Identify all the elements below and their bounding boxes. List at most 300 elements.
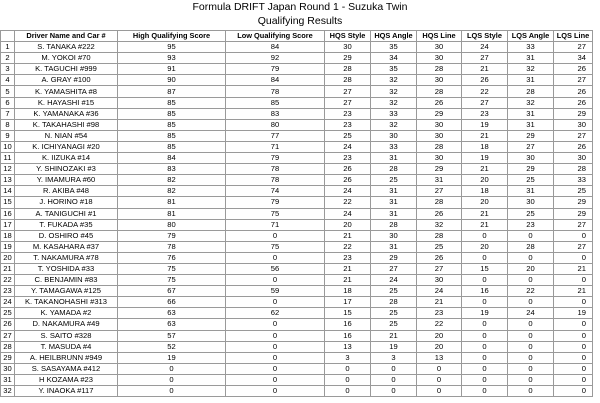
table-row bbox=[1, 108, 593, 119]
table-row bbox=[1, 230, 593, 241]
position-cell: 16 bbox=[1, 208, 15, 219]
lqs-angle-cell: 0 bbox=[508, 230, 554, 241]
low-qualifying-score-cell: 77 bbox=[226, 130, 325, 141]
lqs-line-cell: 0 bbox=[554, 363, 593, 374]
lqs-style-cell: 0 bbox=[462, 374, 508, 385]
low-qualifying-score-cell: 0 bbox=[226, 297, 325, 308]
table-row bbox=[1, 175, 593, 186]
high-qualifying-score-cell: 84 bbox=[118, 153, 226, 164]
table-row bbox=[1, 53, 593, 64]
lqs-angle-cell: 0 bbox=[508, 352, 554, 363]
hqs-line-cell: 30 bbox=[417, 275, 462, 286]
position-cell: 27 bbox=[1, 330, 15, 341]
table-row bbox=[1, 42, 593, 53]
hqs-angle-cell: 27 bbox=[371, 263, 417, 274]
position-cell: 25 bbox=[1, 308, 15, 319]
low-qualifying-score-cell: 71 bbox=[226, 219, 325, 230]
hqs-line-cell: 26 bbox=[417, 208, 462, 219]
table-row bbox=[1, 352, 593, 363]
table-row bbox=[1, 297, 593, 308]
hqs-angle-cell: 0 bbox=[371, 363, 417, 374]
lqs-line-cell: 0 bbox=[554, 275, 593, 286]
lqs-line-cell: 27 bbox=[554, 75, 593, 86]
table-row bbox=[1, 252, 593, 263]
driver-cell: K. YAMASHITA #8 bbox=[15, 86, 118, 97]
table-row bbox=[1, 75, 593, 86]
column-header-hqs-angle: HQS Angle bbox=[371, 31, 417, 42]
lqs-line-cell: 29 bbox=[554, 108, 593, 119]
table-row bbox=[1, 186, 593, 197]
lqs-line-cell: 0 bbox=[554, 386, 593, 397]
table-row bbox=[1, 197, 593, 208]
high-qualifying-score-cell: 93 bbox=[118, 53, 226, 64]
hqs-angle-cell: 35 bbox=[371, 64, 417, 75]
low-qualifying-score-cell: 0 bbox=[226, 386, 325, 397]
driver-cell: K. YAMADA #2 bbox=[15, 308, 118, 319]
lqs-angle-cell: 22 bbox=[508, 286, 554, 297]
lqs-angle-cell: 0 bbox=[508, 319, 554, 330]
position-cell: 9 bbox=[1, 130, 15, 141]
hqs-style-cell: 30 bbox=[325, 42, 371, 53]
position-cell: 15 bbox=[1, 197, 15, 208]
low-qualifying-score-cell: 0 bbox=[226, 275, 325, 286]
hqs-line-cell: 20 bbox=[417, 330, 462, 341]
driver-cell: A. GRAY #100 bbox=[15, 75, 118, 86]
lqs-line-cell: 27 bbox=[554, 42, 593, 53]
lqs-angle-cell: 25 bbox=[508, 208, 554, 219]
hqs-style-cell: 17 bbox=[325, 297, 371, 308]
lqs-style-cell: 0 bbox=[462, 275, 508, 286]
lqs-style-cell: 0 bbox=[462, 230, 508, 241]
lqs-style-cell: 0 bbox=[462, 319, 508, 330]
hqs-style-cell: 0 bbox=[325, 363, 371, 374]
high-qualifying-score-cell: 83 bbox=[118, 164, 226, 175]
driver-cell: K. TAKANOHASHI #313 bbox=[15, 297, 118, 308]
low-qualifying-score-cell: 75 bbox=[226, 208, 325, 219]
high-qualifying-score-cell: 0 bbox=[118, 386, 226, 397]
table-row bbox=[1, 208, 593, 219]
hqs-style-cell: 16 bbox=[325, 330, 371, 341]
lqs-line-cell: 30 bbox=[554, 119, 593, 130]
low-qualifying-score-cell: 0 bbox=[226, 230, 325, 241]
driver-cell: T. YOSHIDA #33 bbox=[15, 263, 118, 274]
high-qualifying-score-cell: 57 bbox=[118, 330, 226, 341]
lqs-style-cell: 0 bbox=[462, 330, 508, 341]
hqs-line-cell: 22 bbox=[417, 319, 462, 330]
driver-cell: S. TANAKA #222 bbox=[15, 42, 118, 53]
position-cell: 12 bbox=[1, 164, 15, 175]
table-row bbox=[1, 319, 593, 330]
high-qualifying-score-cell: 80 bbox=[118, 219, 226, 230]
high-qualifying-score-cell: 79 bbox=[118, 230, 226, 241]
lqs-angle-cell: 0 bbox=[508, 341, 554, 352]
table-row bbox=[1, 119, 593, 130]
lqs-angle-cell: 28 bbox=[508, 86, 554, 97]
lqs-angle-cell: 0 bbox=[508, 275, 554, 286]
hqs-style-cell: 24 bbox=[325, 208, 371, 219]
lqs-style-cell: 18 bbox=[462, 186, 508, 197]
lqs-line-cell: 28 bbox=[554, 164, 593, 175]
hqs-style-cell: 23 bbox=[325, 252, 371, 263]
driver-cell: Y. TAMAGAWA #125 bbox=[15, 286, 118, 297]
lqs-angle-cell: 31 bbox=[508, 119, 554, 130]
hqs-style-cell: 21 bbox=[325, 263, 371, 274]
hqs-line-cell: 31 bbox=[417, 175, 462, 186]
hqs-line-cell: 24 bbox=[417, 286, 462, 297]
lqs-style-cell: 24 bbox=[462, 42, 508, 53]
hqs-angle-cell: 31 bbox=[371, 197, 417, 208]
lqs-line-cell: 0 bbox=[554, 374, 593, 385]
lqs-line-cell: 0 bbox=[554, 330, 593, 341]
hqs-line-cell: 0 bbox=[417, 363, 462, 374]
column-header-hqs-style: HQS Style bbox=[325, 31, 371, 42]
driver-cell: K. YAMANAKA #36 bbox=[15, 108, 118, 119]
lqs-style-cell: 19 bbox=[462, 308, 508, 319]
hqs-line-cell: 27 bbox=[417, 186, 462, 197]
driver-cell: J. HORINO #18 bbox=[15, 197, 118, 208]
lqs-angle-cell: 31 bbox=[508, 75, 554, 86]
lqs-style-cell: 21 bbox=[462, 208, 508, 219]
hqs-style-cell: 27 bbox=[325, 97, 371, 108]
hqs-angle-cell: 19 bbox=[371, 341, 417, 352]
hqs-line-cell: 26 bbox=[417, 97, 462, 108]
lqs-angle-cell: 32 bbox=[508, 64, 554, 75]
position-cell: 20 bbox=[1, 252, 15, 263]
hqs-angle-cell: 29 bbox=[371, 252, 417, 263]
driver-cell: M. KASAHARA #37 bbox=[15, 241, 118, 252]
column-header-driver: Driver Name and Car # bbox=[15, 31, 118, 42]
hqs-line-cell: 21 bbox=[417, 297, 462, 308]
hqs-angle-cell: 3 bbox=[371, 352, 417, 363]
lqs-line-cell: 0 bbox=[554, 352, 593, 363]
high-qualifying-score-cell: 81 bbox=[118, 208, 226, 219]
hqs-line-cell: 23 bbox=[417, 308, 462, 319]
hqs-angle-cell: 24 bbox=[371, 275, 417, 286]
hqs-line-cell: 30 bbox=[417, 53, 462, 64]
lqs-angle-cell: 32 bbox=[508, 97, 554, 108]
hqs-style-cell: 0 bbox=[325, 386, 371, 397]
driver-cell: T. NAKAMURA #78 bbox=[15, 252, 118, 263]
lqs-angle-cell: 0 bbox=[508, 252, 554, 263]
hqs-style-cell: 26 bbox=[325, 164, 371, 175]
hqs-style-cell: 23 bbox=[325, 108, 371, 119]
table-row bbox=[1, 241, 593, 252]
lqs-line-cell: 19 bbox=[554, 308, 593, 319]
low-qualifying-score-cell: 78 bbox=[226, 86, 325, 97]
hqs-style-cell: 28 bbox=[325, 64, 371, 75]
hqs-angle-cell: 30 bbox=[371, 130, 417, 141]
driver-cell: K. TAKAHASHI #98 bbox=[15, 119, 118, 130]
results-body bbox=[1, 42, 593, 397]
driver-cell: T. MASUDA #4 bbox=[15, 341, 118, 352]
lqs-angle-cell: 31 bbox=[508, 108, 554, 119]
lqs-angle-cell: 30 bbox=[508, 153, 554, 164]
table-row bbox=[1, 286, 593, 297]
driver-cell: A. HEILBRUNN #949 bbox=[15, 352, 118, 363]
lqs-line-cell: 29 bbox=[554, 197, 593, 208]
lqs-line-cell: 26 bbox=[554, 141, 593, 152]
low-qualifying-score-cell: 0 bbox=[226, 319, 325, 330]
lqs-angle-cell: 30 bbox=[508, 197, 554, 208]
lqs-line-cell: 34 bbox=[554, 53, 593, 64]
driver-cell: S. SAITO #328 bbox=[15, 330, 118, 341]
driver-cell: S. SASAYAMA #412 bbox=[15, 363, 118, 374]
hqs-line-cell: 0 bbox=[417, 386, 462, 397]
high-qualifying-score-cell: 87 bbox=[118, 86, 226, 97]
hqs-angle-cell: 0 bbox=[371, 386, 417, 397]
driver-cell: D. OSHIRO #45 bbox=[15, 230, 118, 241]
low-qualifying-score-cell: 92 bbox=[226, 53, 325, 64]
driver-cell: K. HAYASHI #15 bbox=[15, 97, 118, 108]
lqs-style-cell: 22 bbox=[462, 86, 508, 97]
low-qualifying-score-cell: 79 bbox=[226, 153, 325, 164]
position-cell: 29 bbox=[1, 352, 15, 363]
high-qualifying-score-cell: 76 bbox=[118, 252, 226, 263]
lqs-line-cell: 0 bbox=[554, 341, 593, 352]
lqs-line-cell: 25 bbox=[554, 186, 593, 197]
driver-cell: Y. INAOKA #117 bbox=[15, 386, 118, 397]
high-qualifying-score-cell: 82 bbox=[118, 186, 226, 197]
position-cell: 3 bbox=[1, 64, 15, 75]
lqs-style-cell: 18 bbox=[462, 141, 508, 152]
driver-cell: Y. IMAMURA #60 bbox=[15, 175, 118, 186]
lqs-style-cell: 27 bbox=[462, 53, 508, 64]
high-qualifying-score-cell: 85 bbox=[118, 108, 226, 119]
hqs-angle-cell: 31 bbox=[371, 186, 417, 197]
hqs-line-cell: 30 bbox=[417, 42, 462, 53]
high-qualifying-score-cell: 95 bbox=[118, 42, 226, 53]
position-cell: 28 bbox=[1, 341, 15, 352]
lqs-style-cell: 20 bbox=[462, 241, 508, 252]
lqs-line-cell: 27 bbox=[554, 241, 593, 252]
hqs-angle-cell: 25 bbox=[371, 308, 417, 319]
lqs-angle-cell: 25 bbox=[508, 175, 554, 186]
hqs-line-cell: 30 bbox=[417, 130, 462, 141]
low-qualifying-score-cell: 0 bbox=[226, 352, 325, 363]
hqs-angle-cell: 35 bbox=[371, 42, 417, 53]
table-row bbox=[1, 86, 593, 97]
high-qualifying-score-cell: 0 bbox=[118, 374, 226, 385]
driver-cell: R. AKIBA #48 bbox=[15, 186, 118, 197]
lqs-angle-cell: 28 bbox=[508, 241, 554, 252]
lqs-angle-cell: 33 bbox=[508, 42, 554, 53]
lqs-angle-cell: 23 bbox=[508, 219, 554, 230]
position-cell: 24 bbox=[1, 297, 15, 308]
lqs-line-cell: 27 bbox=[554, 219, 593, 230]
hqs-angle-cell: 30 bbox=[371, 230, 417, 241]
column-header-lqs-angle: LQS Angle bbox=[508, 31, 554, 42]
position-cell: 22 bbox=[1, 275, 15, 286]
hqs-style-cell: 29 bbox=[325, 53, 371, 64]
position-cell: 6 bbox=[1, 97, 15, 108]
hqs-line-cell: 25 bbox=[417, 241, 462, 252]
table-row bbox=[1, 97, 593, 108]
hqs-line-cell: 28 bbox=[417, 230, 462, 241]
hqs-line-cell: 0 bbox=[417, 374, 462, 385]
hqs-angle-cell: 25 bbox=[371, 175, 417, 186]
driver-cell: N. NIAN #54 bbox=[15, 130, 118, 141]
lqs-style-cell: 20 bbox=[462, 197, 508, 208]
hqs-style-cell: 24 bbox=[325, 186, 371, 197]
low-qualifying-score-cell: 74 bbox=[226, 186, 325, 197]
column-header-low-qualifying-score: Low Qualifying Score bbox=[226, 31, 325, 42]
column-header-hqs-line: HQS Line bbox=[417, 31, 462, 42]
position-cell: 8 bbox=[1, 119, 15, 130]
lqs-style-cell: 26 bbox=[462, 75, 508, 86]
column-header-position bbox=[1, 31, 15, 42]
hqs-line-cell: 26 bbox=[417, 252, 462, 263]
low-qualifying-score-cell: 78 bbox=[226, 175, 325, 186]
position-cell: 19 bbox=[1, 241, 15, 252]
position-cell: 21 bbox=[1, 263, 15, 274]
hqs-line-cell: 29 bbox=[417, 108, 462, 119]
hqs-angle-cell: 0 bbox=[371, 374, 417, 385]
high-qualifying-score-cell: 81 bbox=[118, 197, 226, 208]
lqs-style-cell: 23 bbox=[462, 108, 508, 119]
high-qualifying-score-cell: 90 bbox=[118, 75, 226, 86]
hqs-style-cell: 24 bbox=[325, 141, 371, 152]
lqs-line-cell: 26 bbox=[554, 86, 593, 97]
low-qualifying-score-cell: 83 bbox=[226, 108, 325, 119]
lqs-line-cell: 26 bbox=[554, 64, 593, 75]
position-cell: 1 bbox=[1, 42, 15, 53]
low-qualifying-score-cell: 0 bbox=[226, 330, 325, 341]
driver-cell: T. FUKADA #35 bbox=[15, 219, 118, 230]
high-qualifying-score-cell: 63 bbox=[118, 319, 226, 330]
hqs-angle-cell: 31 bbox=[371, 241, 417, 252]
position-cell: 10 bbox=[1, 141, 15, 152]
high-qualifying-score-cell: 67 bbox=[118, 286, 226, 297]
table-row bbox=[1, 386, 593, 397]
position-cell: 11 bbox=[1, 153, 15, 164]
low-qualifying-score-cell: 0 bbox=[226, 363, 325, 374]
lqs-angle-cell: 20 bbox=[508, 263, 554, 274]
hqs-angle-cell: 32 bbox=[371, 119, 417, 130]
lqs-line-cell: 33 bbox=[554, 175, 593, 186]
position-cell: 31 bbox=[1, 374, 15, 385]
low-qualifying-score-cell: 80 bbox=[226, 119, 325, 130]
high-qualifying-score-cell: 82 bbox=[118, 175, 226, 186]
driver-cell: C. BENJAMIN #83 bbox=[15, 275, 118, 286]
hqs-style-cell: 0 bbox=[325, 374, 371, 385]
hqs-line-cell: 28 bbox=[417, 141, 462, 152]
lqs-angle-cell: 0 bbox=[508, 386, 554, 397]
hqs-style-cell: 27 bbox=[325, 86, 371, 97]
hqs-angle-cell: 32 bbox=[371, 86, 417, 97]
page-subtitle: Qualifying Results bbox=[257, 15, 343, 27]
low-qualifying-score-cell: 0 bbox=[226, 374, 325, 385]
high-qualifying-score-cell: 52 bbox=[118, 341, 226, 352]
lqs-style-cell: 20 bbox=[462, 175, 508, 186]
hqs-line-cell: 30 bbox=[417, 75, 462, 86]
lqs-angle-cell: 29 bbox=[508, 164, 554, 175]
lqs-line-cell: 21 bbox=[554, 263, 593, 274]
lqs-line-cell: 27 bbox=[554, 130, 593, 141]
hqs-line-cell: 30 bbox=[417, 153, 462, 164]
lqs-angle-cell: 0 bbox=[508, 363, 554, 374]
table-row bbox=[1, 374, 593, 385]
lqs-angle-cell: 0 bbox=[508, 297, 554, 308]
high-qualifying-score-cell: 75 bbox=[118, 275, 226, 286]
lqs-style-cell: 0 bbox=[462, 341, 508, 352]
lqs-line-cell: 26 bbox=[554, 97, 593, 108]
hqs-angle-cell: 31 bbox=[371, 153, 417, 164]
table-row bbox=[1, 263, 593, 274]
hqs-angle-cell: 33 bbox=[371, 141, 417, 152]
lqs-line-cell: 21 bbox=[554, 286, 593, 297]
lqs-style-cell: 21 bbox=[462, 64, 508, 75]
hqs-style-cell: 22 bbox=[325, 197, 371, 208]
hqs-angle-cell: 25 bbox=[371, 319, 417, 330]
high-qualifying-score-cell: 85 bbox=[118, 119, 226, 130]
lqs-line-cell: 0 bbox=[554, 252, 593, 263]
column-header-high-qualifying-score: High Qualifying Score bbox=[118, 31, 226, 42]
high-qualifying-score-cell: 19 bbox=[118, 352, 226, 363]
driver-cell: A. TANIGUCHI #1 bbox=[15, 208, 118, 219]
qualifying-results-table bbox=[0, 30, 593, 397]
position-cell: 32 bbox=[1, 386, 15, 397]
hqs-line-cell: 13 bbox=[417, 352, 462, 363]
lqs-angle-cell: 27 bbox=[508, 141, 554, 152]
lqs-line-cell: 30 bbox=[554, 153, 593, 164]
lqs-style-cell: 0 bbox=[462, 297, 508, 308]
hqs-style-cell: 20 bbox=[325, 219, 371, 230]
low-qualifying-score-cell: 62 bbox=[226, 308, 325, 319]
hqs-angle-cell: 21 bbox=[371, 330, 417, 341]
hqs-style-cell: 28 bbox=[325, 75, 371, 86]
hqs-line-cell: 27 bbox=[417, 263, 462, 274]
high-qualifying-score-cell: 85 bbox=[118, 130, 226, 141]
lqs-style-cell: 21 bbox=[462, 130, 508, 141]
driver-cell: M. YOKOI #70 bbox=[15, 53, 118, 64]
lqs-style-cell: 27 bbox=[462, 97, 508, 108]
table-header-row bbox=[1, 31, 593, 42]
low-qualifying-score-cell: 78 bbox=[226, 164, 325, 175]
hqs-line-cell: 28 bbox=[417, 86, 462, 97]
table-row bbox=[1, 363, 593, 374]
high-qualifying-score-cell: 78 bbox=[118, 241, 226, 252]
lqs-angle-cell: 31 bbox=[508, 53, 554, 64]
hqs-style-cell: 25 bbox=[325, 130, 371, 141]
lqs-line-cell: 0 bbox=[554, 230, 593, 241]
low-qualifying-score-cell: 56 bbox=[226, 263, 325, 274]
table-row bbox=[1, 219, 593, 230]
lqs-style-cell: 21 bbox=[462, 219, 508, 230]
hqs-style-cell: 21 bbox=[325, 230, 371, 241]
hqs-angle-cell: 25 bbox=[371, 286, 417, 297]
hqs-angle-cell: 34 bbox=[371, 53, 417, 64]
position-cell: 23 bbox=[1, 286, 15, 297]
hqs-style-cell: 21 bbox=[325, 275, 371, 286]
driver-cell: K. TAGUCHI #999 bbox=[15, 64, 118, 75]
hqs-style-cell: 23 bbox=[325, 153, 371, 164]
lqs-style-cell: 0 bbox=[462, 252, 508, 263]
position-cell: 2 bbox=[1, 53, 15, 64]
hqs-angle-cell: 32 bbox=[371, 75, 417, 86]
low-qualifying-score-cell: 0 bbox=[226, 252, 325, 263]
low-qualifying-score-cell: 79 bbox=[226, 64, 325, 75]
table-row bbox=[1, 308, 593, 319]
lqs-angle-cell: 31 bbox=[508, 186, 554, 197]
high-qualifying-score-cell: 85 bbox=[118, 97, 226, 108]
high-qualifying-score-cell: 91 bbox=[118, 64, 226, 75]
hqs-angle-cell: 28 bbox=[371, 297, 417, 308]
driver-cell: H KOZAMA #23 bbox=[15, 374, 118, 385]
column-header-lqs-style: LQS Style bbox=[462, 31, 508, 42]
high-qualifying-score-cell: 85 bbox=[118, 141, 226, 152]
hqs-style-cell: 23 bbox=[325, 119, 371, 130]
lqs-style-cell: 16 bbox=[462, 286, 508, 297]
